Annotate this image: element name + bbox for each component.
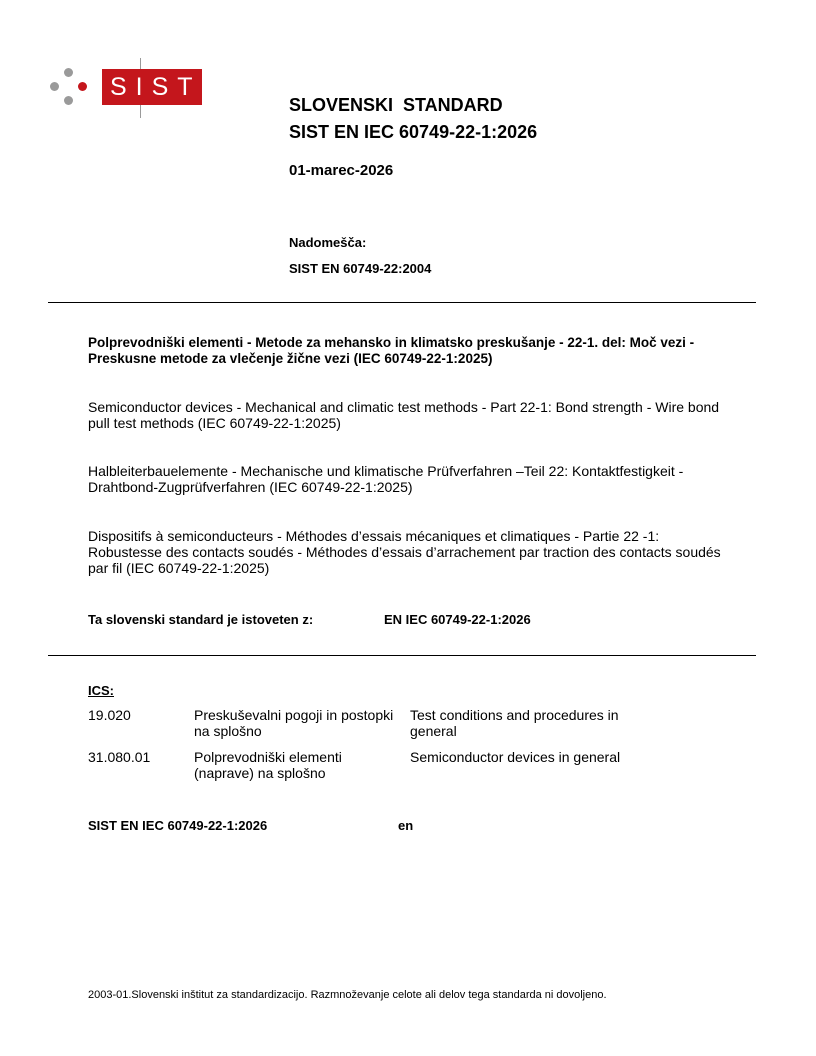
divider	[48, 655, 756, 656]
logo-dot-icon	[64, 96, 73, 105]
document-code: SIST EN IEC 60749-22-1:2026	[88, 818, 268, 833]
document-language: en	[398, 818, 414, 833]
logo-dot-icon	[50, 82, 59, 91]
replaces-value: SIST EN 60749-22:2004	[289, 261, 432, 276]
replaces-label: Nadomešča:	[289, 235, 367, 250]
title-english: Semiconductor devices - Mechanical and climatic test methods - Part 22-1: Bond strength - Wire bond pull test methods (IEC 60749-22-1:2025)	[88, 399, 720, 431]
identical-label: Ta slovenski standard je istoveten z:	[88, 612, 314, 627]
ics-description-en: Semiconductor devices in general	[410, 749, 621, 765]
ics-description-en: Test conditions and procedures in general	[410, 707, 619, 739]
divider	[48, 302, 756, 303]
standard-number: SIST EN IEC 60749-22-1:2026	[289, 122, 538, 142]
ics-code: 31.080.01	[88, 749, 151, 765]
copyright-footer: 2003-01.Slovenski inštitut za standardizacijo. Razmnoževanje celote ali delov tega standarda ni dovoljeno.	[88, 989, 607, 1001]
title-german: Halbleiterbauelemente - Mechanische und klimatische Prüfverfahren –Teil 22: Kontaktfestigkeit - Drahtbond-Zugprüfverfahren (IEC 60749-22-1:2025)	[88, 463, 684, 495]
ics-description-sl: Polprevodniški elementi (naprave) na splošno	[194, 749, 342, 781]
ics-heading: ICS:	[88, 683, 114, 698]
ics-description-sl: Preskuševalni pogoji in postopki na splošno	[194, 707, 394, 739]
logo-dot-icon	[78, 82, 87, 91]
logo-dot-icon	[64, 68, 73, 77]
title-french: Dispositifs à semiconducteurs - Méthodes d’essais mécaniques et climatiques - Partie 22 -1: Robustesse des contacts soudés - Méthodes d’essais d’arrachement par traction des contacts soudés par fil (IEC 60749-22-1:2025)	[88, 528, 721, 576]
logo-wordmark: SIST	[102, 69, 202, 105]
publication-date: 01-marec-2026	[289, 162, 394, 179]
title-slovenian: Polprevodniški elementi - Metode za mehansko in klimatsko preskušanje - 22-1. del: Moč vezi - Preskusne metode za vlečenje žične vezi (IEC 60749-22-1:2025)	[88, 335, 695, 366]
standard-heading: SLOVENSKI STANDARD	[289, 95, 503, 115]
ics-code: 19.020	[88, 707, 131, 723]
identical-value: EN IEC 60749-22-1:2026	[384, 612, 531, 627]
